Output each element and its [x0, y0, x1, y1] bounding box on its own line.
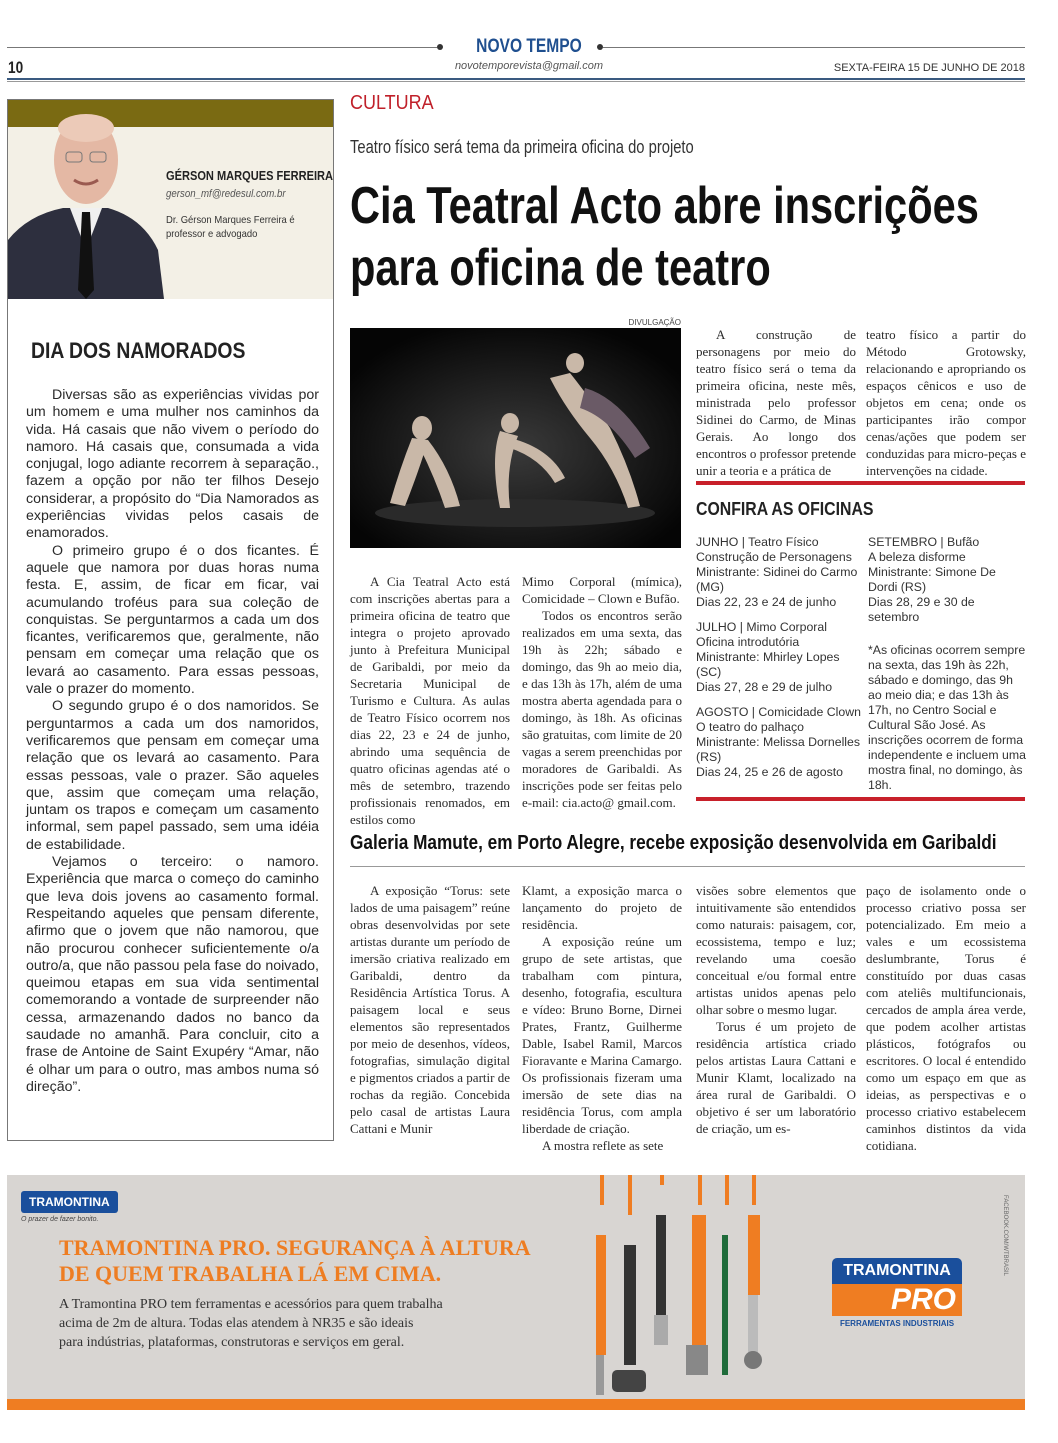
workshop-dates: Dias 24, 25 e 26 de agosto	[696, 765, 843, 779]
paragraph: O segundo grupo é o dos namoridos. Se perguntarmos a cada um dos namoridos, verificaremos que pensam em começar uma relação que os levará ao casamento. Para essas pessoas, vale o prazer. São aqueles que, assim que começam uma relação, juntam os trapos e começam um casamento informal, sem papel passado, sem uma idéia de estabilidade.	[26, 698, 319, 853]
ad-orange-bar	[7, 1399, 1025, 1410]
ad-headline-line: DE QUEM TRABALHA LÁ EM CIMA.	[59, 1261, 442, 1286]
page-number: 10	[8, 58, 24, 77]
author-email[interactable]: gerson_mf@redesul.com.br	[166, 188, 286, 200]
section-label: CULTURA	[350, 92, 434, 114]
paragraph: teatro físico a partir do Método Grotowsky, relacionando e apropriando os espaços cênicos e uso de objetos em cena; onde os participantes irão compor cenas/ações que podem ser conduzidas para micro-peças e intervenções na cidade.	[866, 327, 1026, 478]
workshop-september	[868, 535, 1028, 625]
article-photo-dancers	[350, 328, 681, 548]
box-bottom-rule	[696, 797, 1025, 801]
article2-rule	[350, 866, 1025, 867]
paragraph: A Cia Teatral Acto está com inscrições abertas para a primeira oficina de teatro que integra o projeto aprovado junto à Prefeitura Municipal de Garibaldi, por meio da Secretaria Municipal de Turismo e Cultura. As aulas de Teatro Físico ocorrem nos dias 22, 23 e 24 de junho, abrindo uma sequência de quatro oficinas agendas até o mês de setembro, trazendo profissionais renomados, em estilos como	[350, 574, 510, 827]
article2-headline: Galeria Mamute, em Porto Alegre, recebe exposição desenvolvida em Garibaldi	[350, 832, 997, 854]
pro-logo-subtitle: FERRAMENTAS INDUSTRIAIS	[839, 1319, 955, 1328]
workshop-dates: Dias 27, 28 e 29 de julho	[696, 680, 833, 694]
workshops-title: CONFIRA AS OFICINAS	[696, 499, 874, 519]
header-double-rule	[7, 78, 1025, 82]
workshop-august	[696, 705, 861, 780]
workshop-subtitle: Oficina introdutória	[696, 635, 800, 649]
ad-slogan: O prazer de fazer bonito.	[21, 1216, 99, 1223]
author-portrait	[8, 100, 164, 299]
paragraph: Todos os encontros serão realizados em uma sexta, das 19h às 22h; sábado e domingo, das 9h ao meio dia, e das 13h às 17h, além de uma mostra aberta agendada para o domingo, às 18h. As oficinas são gratuitas, com limite de 20 vagas a serem preenchidas por moradores de Garibaldi. As inscrições pode ser feitas pelo e-mail: cia.acto@ gmail.com.	[522, 608, 682, 810]
opinion-column	[7, 99, 334, 1141]
headline-line: para oficina de teatro	[350, 239, 771, 297]
article2-col4	[866, 882, 1026, 1154]
article-deck: Teatro físico será tema da primeira oficina do projeto	[350, 137, 694, 157]
paragraph: paço de isolamento onde o processo criativo possa ser potencializado. Em meio a vales e um ecossistema deslumbrante, Torus é constituído por duas casas com ateliês multifuncionais, cercados de ampla área verde, que podem acolher artistas plásticos, fotógrafos ou escritores. O local é entendido como um espaço em que as ideias, as perspectivas e o processo criativo estabelecem caminhos distintos da vida cotidiana.	[866, 883, 1026, 1153]
paragraph: Diversas são as experiências vividas por um homem e uma mulher nos caminhos da vida. Há casais que não vivem o período do namoro. Há casais que, consumada a vida conjugal, logo adiante recorrem à separação., fazem a opção por não ter filhos Desejo considerar, a propósito do “Dia Namorados as experiências vividas pelos casais de enamorados.	[26, 387, 319, 542]
workshop-heading: AGOSTO | Comicidade Clown	[696, 705, 861, 719]
pro-logo-brand: TRAMONTINA	[832, 1258, 962, 1284]
column-body	[26, 387, 319, 1096]
paragraph: visões sobre elementos que intuitivamente são entendidos como naturais: paisagem, cor, ecossistema, tempo e luz; revelando uma coesão conceitual e/ou formal entre artistas unidos apenas pelo olhar sobre o mesmo lugar.	[696, 883, 856, 1017]
article1-col1	[350, 573, 510, 828]
issue-date: SEXTA-FEIRA 15 DE JUNHO DE 2018	[833, 62, 1025, 74]
headline-line: Cia Teatral Acto abre inscrições	[350, 177, 979, 235]
paragraph: Klamt, a exposição marca o lançamento do projeto de residência.	[522, 883, 682, 932]
author-name: GÉRSON MARQUES FERREIRA	[166, 168, 333, 183]
facebook-url[interactable]: FACEBOOK.COM/WTBRASIL	[1002, 1195, 1008, 1277]
ad-headline	[59, 1235, 531, 1287]
author-bio: Dr. Gérson Marques Ferreira é professor e advogado	[166, 214, 295, 240]
paragraph: A exposição reúne um grupo de sete artistas, que trabalham com pintura, desenho, fotografia, escultura e vídeo: Bruno Borne, Dirnei Prates, Frantz, Guilherme Dable, Isabel Ramil, Marcos Fioravante e Marina Camargo. Os profissionais fizeram uma imersão de sete dias na residência Torus, com ampla liberdade de criação.	[522, 934, 682, 1136]
workshop-july	[696, 620, 861, 695]
workshop-heading: SETEMBRO | Bufão	[868, 535, 980, 549]
workshop-instructor: Ministrante: Simone De Dordi (RS)	[868, 565, 996, 594]
paragraph: O primeiro grupo é o dos ficantes. É aquele que namora por duas horas numa festa. E, assim, de ficar em ficar, vai acumulando troféus para sua coleção de conquistas. Se perguntarmos a cada um dos ficantes, verificaremos que, geralmente, não pensam em começar uma relação que os levará ao casamento. Para essas pessoas, vale o prazer do momento.	[26, 542, 319, 698]
paragraph: A mostra reflete as sete	[542, 1138, 664, 1153]
workshop-dates: Dias 22, 23 e 24 de junho	[696, 595, 837, 609]
paragraph: Torus é um projeto de residência artística criado pelos artistas Laura Cattani e Munir Klamt, localizado na área rural de Garibaldi. O objetivo é ser um laboratório de criação, um es-	[696, 1019, 856, 1136]
workshop-subtitle: A beleza disforme	[868, 550, 966, 564]
tramontina-ad[interactable]	[7, 1175, 1025, 1410]
workshop-instructor: Ministrante: Mhirley Lopes (SC)	[696, 650, 840, 679]
paragraph: A construção de personagens por meio do teatro físico será o tema da primeira oficina, neste mês, ministrada pelo professor Sidinei do Carmo, de Minas Gerais. Ao longo dos encontros o professor pretende unir a teoria e a prática de	[696, 327, 856, 478]
box-top-rule	[696, 481, 1025, 485]
paragraph: A exposição “Torus: sete lados de uma paisagem” reúne obras desenvolvidas por sete artistas durante um período de imersão criativa realizado em Garibaldi, dentro da Residência Artística Torus. A paisagem local e seus elementos são representados por meio de desenhos, vídeos, fotografias, simulação digital e pigmentos criados a partir de rochas da região. Concebida pelo casal de artistas Laura Cattani e Munir	[350, 883, 510, 1136]
article1-col4	[866, 326, 1026, 479]
ad-headline-line: TRAMONTINA PRO. SEGURANÇA À ALTURA	[59, 1235, 531, 1260]
workshop-subtitle: Construção de Personagens	[696, 550, 852, 564]
tramontina-logo: TRAMONTINA	[21, 1191, 118, 1213]
article-headline	[350, 175, 979, 299]
workshop-subtitle: O teatro do palhaço	[696, 720, 805, 734]
workshops-left	[696, 535, 861, 790]
article2-col2	[522, 882, 682, 1154]
workshop-dates: Dias 28, 29 e 30 de setembro	[868, 595, 975, 624]
column-title: DIA DOS NAMORADOS	[31, 338, 246, 363]
ad-body: A Tramontina PRO tem ferramentas e acessórios para quem trabalha acima de 2m de altura. Todas elas atendem à NR35 e são ideais para indústrias, plataformas, construtoras e serviços em geral.	[59, 1297, 443, 1350]
workshop-instructor: Ministrante: Sidinei do Carmo (MG)	[696, 565, 858, 594]
workshop-heading: JUNHO | Teatro Físico	[696, 535, 819, 549]
workshop-instructor: Ministrante: Melissa Dornelles (RS)	[696, 735, 861, 764]
hanging-tools-image	[582, 1175, 812, 1400]
paragraph: Mimo Corporal (mímica), Comicidade – Clown e Bufão.	[522, 574, 682, 606]
article1-col3	[696, 326, 856, 479]
workshops-note: *As oficinas ocorrem sempre na sexta, das 19h às 22h, sábado e domingo, das 9h ao meio dia; e das 13h às 17h, no Centro Social e Cultural São José. As inscrições ocorrem de forma independente e incluem uma mostra final, no domingo, às 18h.	[868, 643, 1026, 792]
article2-col1	[350, 882, 510, 1137]
workshop-heading: JULHO | Mimo Corporal	[696, 620, 827, 634]
article2-col3	[696, 882, 856, 1137]
tramontina-pro-logo	[832, 1258, 962, 1328]
masthead-email: novotemporevista@gmail.com	[454, 60, 604, 72]
paragraph: Vejamos o terceiro: o namoro. Experiência que marca o começo do caminho que leva dois jovens ao casamento formal. Respeitando aqueles que pensam diferente, afirmo que o jovem que não namorou, que não procurou conhecer suficientemente o/a outro/a, que não passou pela fase do noivado, queimou etapas em sua vida sentimental comemorando a vontade de surpreender não cessa, armazenando dados no banco da saudade no amanhã. Para concluir, cito a frase de Antoine de Saint Exupéry “Amar, não é olhar um para o outro, mas ambos numa só direção”.	[26, 854, 319, 1095]
pro-logo-pro: PRO	[832, 1284, 962, 1316]
photo-credit: DIVULGAÇÃO	[628, 318, 681, 327]
article1-col2	[522, 573, 682, 811]
masthead: NOVO TEMPO	[476, 36, 582, 57]
workshops-right	[868, 535, 1028, 793]
workshop-june	[696, 535, 861, 610]
